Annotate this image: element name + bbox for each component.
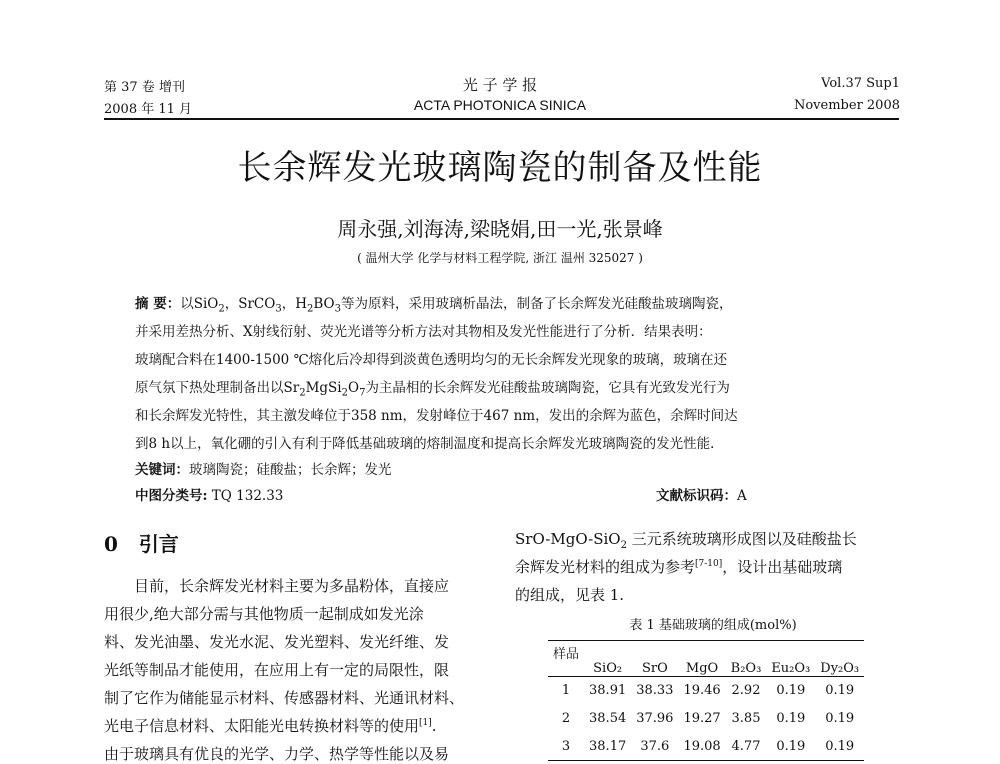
- body-line: 目前，长余辉发光材料主要为多晶粉体，直接应: [134, 577, 450, 595]
- journal-name-cn: 光 子 学 报: [462, 76, 538, 94]
- table-header-cell: Dy₂O₃: [820, 661, 860, 676]
- table-cell: 38.54: [589, 711, 627, 726]
- table-cell: 0.19: [776, 711, 806, 726]
- table-cell: 1: [561, 683, 571, 699]
- header-rule: [104, 118, 899, 120]
- body-line: 制了它作为储能显示材料、传感器材料、光通讯材料、: [104, 689, 465, 707]
- table-cell: 37.96: [636, 711, 674, 726]
- table-cell: 4.77: [731, 738, 761, 754]
- table-cell: 19.46: [683, 683, 721, 699]
- table-header-cell: MgO: [685, 661, 719, 676]
- paper-affiliation: ( 温州大学 化学与材料工程学院, 浙江 温州 325027 ): [357, 251, 643, 265]
- body-line: 光电子信息材料、太阳能光电转换材料等的使用[1].: [104, 717, 437, 735]
- paper-title: 长余辉发光玻璃陶瓷的制备及性能: [237, 148, 763, 188]
- keywords: 关键词：玻璃陶瓷；硅酸盐；长余辉；发光: [135, 462, 392, 478]
- paper-authors: 周永强,刘海涛,梁晓娟,田一光,张景峰: [337, 217, 663, 241]
- table-cell: 37.6: [640, 738, 670, 754]
- table-cell: 3.85: [731, 711, 761, 726]
- abstract-line-4: 原气氛下热处理制备出以$Sr_2MgSi_2O_7$为主晶相的长余辉发光硅酸盐玻璃陶瓷，它具有光致发光行为: [135, 380, 730, 399]
- clc-label: 中图分类号:: [135, 488, 208, 504]
- table-row: [548, 705, 864, 733]
- journal-name-en: ACTA PHOTONICA SINICA: [413, 97, 587, 113]
- keywords-label: 关键词：: [135, 462, 189, 478]
- table-cell: 38.33: [636, 683, 674, 699]
- table-cell: 2: [561, 711, 571, 726]
- body-line: 料、发光油墨、发光水泥、发光塑料、发光纤维、发: [104, 633, 450, 651]
- table-header-cell: B₂O₃: [730, 661, 762, 676]
- journal-volume-en: Vol.37 Sup1: [821, 76, 900, 91]
- journal-date-en: November 2008: [793, 98, 900, 113]
- body-line-right: SrO-MgO-SiO$_2$ 三元系统玻璃形成图以及硅酸盐长: [515, 530, 857, 551]
- table-header-row: [548, 641, 864, 677]
- table-header-cell: SrO: [641, 661, 668, 676]
- abstract-line-3: 玻璃配合料在1400-1500 ℃熔化后冷却得到淡黄色透明均匀的无长余辉发光现象的玻璃，玻璃在还: [135, 352, 728, 368]
- abstract-line-5: 和长余辉发光特性，其主激发峰位于358 nm，发射峰位于467 nm，发出的余辉为蓝色，余辉时间达: [135, 408, 738, 424]
- table-header-sample: 样品: [553, 647, 580, 662]
- table-caption: 表 1 基础玻璃的组成(mol%): [629, 618, 797, 633]
- citation: [1]: [419, 718, 432, 728]
- body-line: 用很少,绝大部分需与其他物质一起制成如发光涂: [104, 605, 424, 623]
- abstract-label: 摘 要：: [135, 296, 181, 312]
- body-line: 光纸等制品才能使用，在应用上有一定的局限性，限: [104, 661, 450, 679]
- table-row: [548, 733, 864, 761]
- composition-table: [548, 640, 864, 761]
- body-line: 由于玻璃具有优良的光学、力学、热学等性能以及易: [104, 745, 450, 763]
- table-cell: 0.19: [776, 683, 806, 699]
- document-code: 文献标识码：A: [656, 488, 747, 504]
- body-line-right: 余辉发光材料的组成为参考[7-10]，设计出基础玻璃: [515, 558, 843, 576]
- table-cell: 0.19: [825, 738, 855, 754]
- table-cell: 19.08: [683, 738, 721, 754]
- table-header-cell: Eu₂O₃: [771, 661, 811, 676]
- table-row: [548, 677, 864, 705]
- table-cell: 19.27: [683, 711, 721, 726]
- table-cell: 2.92: [731, 683, 761, 699]
- table-cell: 3: [561, 738, 571, 754]
- abstract-line-1: 摘 要：以SiO$_2$，SrCO$_3$，$H_2BO_3$等为原料，采用玻璃析晶法，制备了长余辉发光硅酸盐玻璃陶瓷，: [135, 296, 733, 315]
- table-cell: 38.17: [589, 738, 627, 754]
- citation: [7-10]: [695, 559, 723, 569]
- table-cell: 0.19: [776, 738, 806, 754]
- clc-number: 中图分类号: TQ 132.33: [135, 488, 284, 504]
- journal-volume: 第 37 卷 增刊: [104, 80, 185, 95]
- table-cell: 38.91: [589, 683, 627, 699]
- body-line-right: 的组成，见表 1.: [515, 586, 625, 604]
- abstract-line-2: 并采用差热分析、X射线衍射、荧光光谱等分析方法对其物相及发光性能进行了分析．结果表明：: [135, 324, 712, 340]
- table-header-cell: SiO₂: [593, 661, 623, 676]
- abstract-line-6: 到8 h以上，氧化硼的引入有利于降低基础玻璃的熔制温度和提高长余辉发光玻璃陶瓷的发光性能．: [135, 436, 724, 452]
- journal-date: 2008 年 11 月: [104, 102, 193, 117]
- section-heading: 0 引言: [104, 532, 179, 556]
- table-cell: 0.19: [825, 683, 855, 699]
- document-code-label: 文献标识码：: [656, 488, 737, 504]
- table-cell: 0.19: [825, 711, 855, 726]
